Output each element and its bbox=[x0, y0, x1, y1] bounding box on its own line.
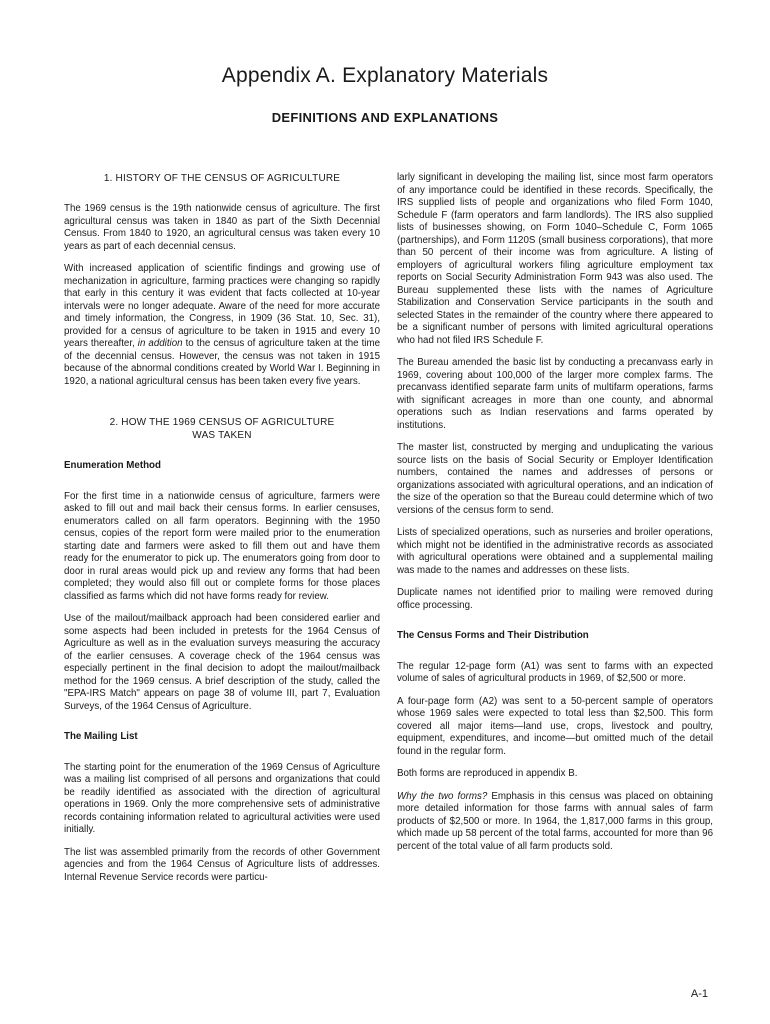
paragraph-text: With increased application of scientific findings and growing use of mechanization in agriculture, farming practices were changing so rapidly that early in this century it was evident that facts collected at 10-year intervals were no longer adequate. Aware of the need for more accurate and timely information, the Congress, in 1909 (36 Stat. 10, Sec. 31), provided for a census of agriculture to be taken in 1915 and every 10 years thereafter, bbox=[64, 263, 380, 349]
emphasis-text: in addition bbox=[137, 338, 183, 349]
enumeration-method-heading: Enumeration Method bbox=[64, 460, 161, 471]
emphasis-text: Why the two forms? bbox=[397, 790, 488, 802]
paragraph-text: Emphasis in this census was placed on obtaining more detailed information for those farms with annual sales of farm products of $2,500 or more. In 1964, the 1,817,000 farms in this group, which made up 58 percent of the total farms, accounted for more than 96 percent of the total value of all farm products sold. bbox=[397, 790, 714, 852]
paragraph-forms-1: The regular 12-page form (A1) was sent to farms with an expected volume of sales of agricultural products in 1969, of $2,500 or more. bbox=[397, 660, 713, 684]
paragraph-enumeration-1: For the first time in a nationwide census of agriculture, farmers were asked to fill out and mail back their census forms. In earlier censuses, enumerators called on all farm operators. Beginning with the 1950 census, copies of the report form were mailed prior to the enumeration starting date and farmers were asked to fill them out and have them ready for the enumerator to pick up. The enumerators going from door to door in rural areas would pick up and review any forms that had been completed; they would also fill out or complete forms for those places classified as farms which did not have forms ready for review. bbox=[64, 490, 380, 602]
census-forms-heading: The Census Forms and Their Distribution bbox=[397, 630, 589, 641]
paragraph-mailing-7: Duplicate names not identified prior to mailing were removed during office processing. bbox=[397, 587, 713, 611]
page-title: Appendix A. Explanatory Materials bbox=[221, 64, 549, 87]
paragraph-history-2 bbox=[64, 263, 380, 388]
paragraph-enumeration-2: Use of the mailout/mailback approach had been considered earlier and some aspects had been included in pretests for the 1964 Census of Agriculture as well as in the evaluation surveys measuring the accuracy of the earlier censuses. A coverage check of the 1964 census was especially pertinent in the final decision to adopt the mailout/mailback method for the 1969 census. A brief description of the study, called the "EPA-IRS Match" appears on page 38 of volume III, part 7, Evaluation Surveys, of the 1964 Census of Agriculture. bbox=[64, 613, 380, 712]
page-number: A-1 bbox=[690, 988, 708, 1000]
paragraph-history-1: The 1969 census is the 19th nationwide census of agriculture. The first agricultural census was taken in 1840 as part of the Sixth Decennial Census. From 1840 to 1920, an agricultural census was taken every 10 years as part of each decennial census. bbox=[64, 203, 380, 252]
paragraph-mailing-4: The Bureau amended the basic list by conducting a precanvass early in 1969, covering about 100,000 of the larger more complex farms. The precanvass identified separate farm units of multifarm operations, farms with significant acreages in more than one county, and abnormal operations such as Indian reservations and farms operated by institutions. bbox=[397, 357, 713, 431]
section-2-heading bbox=[64, 416, 380, 442]
paragraph-mailing-1: The starting point for the enumeration of the 1969 Census of Agriculture was a mailing list comprised of all persons and organizations that could be readily identified as associated with the direction of agricultural operations in 1969. Only the more comprehensive sets of administrative records containing information related to agricultural activities were used initially. bbox=[64, 761, 380, 835]
section-2-heading-line-2: WAS TAKEN bbox=[192, 430, 252, 441]
right-column bbox=[397, 172, 713, 863]
paragraph-forms-4 bbox=[397, 791, 713, 854]
paragraph-text: to the census of agriculture taken at the time of the decennial census. However, the census was not taken in 1915 because of the abnormal conditions created by World War I. Beginning in 1920, a national agricultural census has been taken every five years. bbox=[64, 338, 380, 387]
section-1-heading: 1. HISTORY OF THE CENSUS OF AGRICULTURE bbox=[103, 173, 341, 184]
page-subtitle: DEFINITIONS AND EXPLANATIONS bbox=[271, 110, 499, 125]
mailing-list-heading: The Mailing List bbox=[64, 731, 138, 742]
paragraph-forms-2: A four-page form (A2) was sent to a 50-percent sample of operators whose 1969 sales were expected to total less than $2,500. This form covered all major items—land use, crops, livestock and poultry, equipment, expenditures, and income—but omitted much of the detail found in the regular form. bbox=[397, 695, 713, 757]
paragraph-forms-3: Both forms are reproduced in appendix B. bbox=[397, 768, 578, 779]
paragraph-mailing-3: larly significant in developing the mailing list, since most farm operators of any importance could be identified in these records. Specifically, the IRS supplied lists of people and organizations who filed Form 1040, Schedule F (farm operators and farm landlords). The IRS also supplied lists of businesses showing, on Form 1040–Schedule C, Form 1065 (partnerships), and Form 1120S (small business corporations), that more than 50 percent of their income was from agriculture. A listing of employers of agricultural workers filing agriculture employment tax reports on Social Security Administration Form 943 was also used. The Bureau supplemented these lists with the names of Agriculture Stabilization and Conservation Service participants in the south and selected States in the remainder of the country where there appeared to be a significant number of persons with limited agricultural operations who had not filed IRS Schedule F. bbox=[397, 172, 713, 346]
section-2-heading-line-1: 2. HOW THE 1969 CENSUS OF AGRICULTURE bbox=[109, 417, 335, 428]
paragraph-mailing-6: Lists of specialized operations, such as nurseries and broiler operations, which might not be identified in the administrative records as associated with agricultural operations were obtained and a supplemental mailing was made to the names and addresses on these lists. bbox=[397, 527, 713, 576]
paragraph-mailing-5: The master list, constructed by merging and unduplicating the various source lists on the basis of Social Security or Employer Identification numbers, contained the names and addresses of persons or organizations associated with agricultural operations, and an indication of the size of the operation so that the Bureau could determine which of two versions of the census form to send. bbox=[397, 442, 713, 516]
paragraph-mailing-2: The list was assembled primarily from the records of other Government agencies and from the 1964 Census of Agriculture lists of addresses. Internal Revenue Service records were particu- bbox=[64, 846, 380, 883]
left-column bbox=[64, 172, 380, 894]
